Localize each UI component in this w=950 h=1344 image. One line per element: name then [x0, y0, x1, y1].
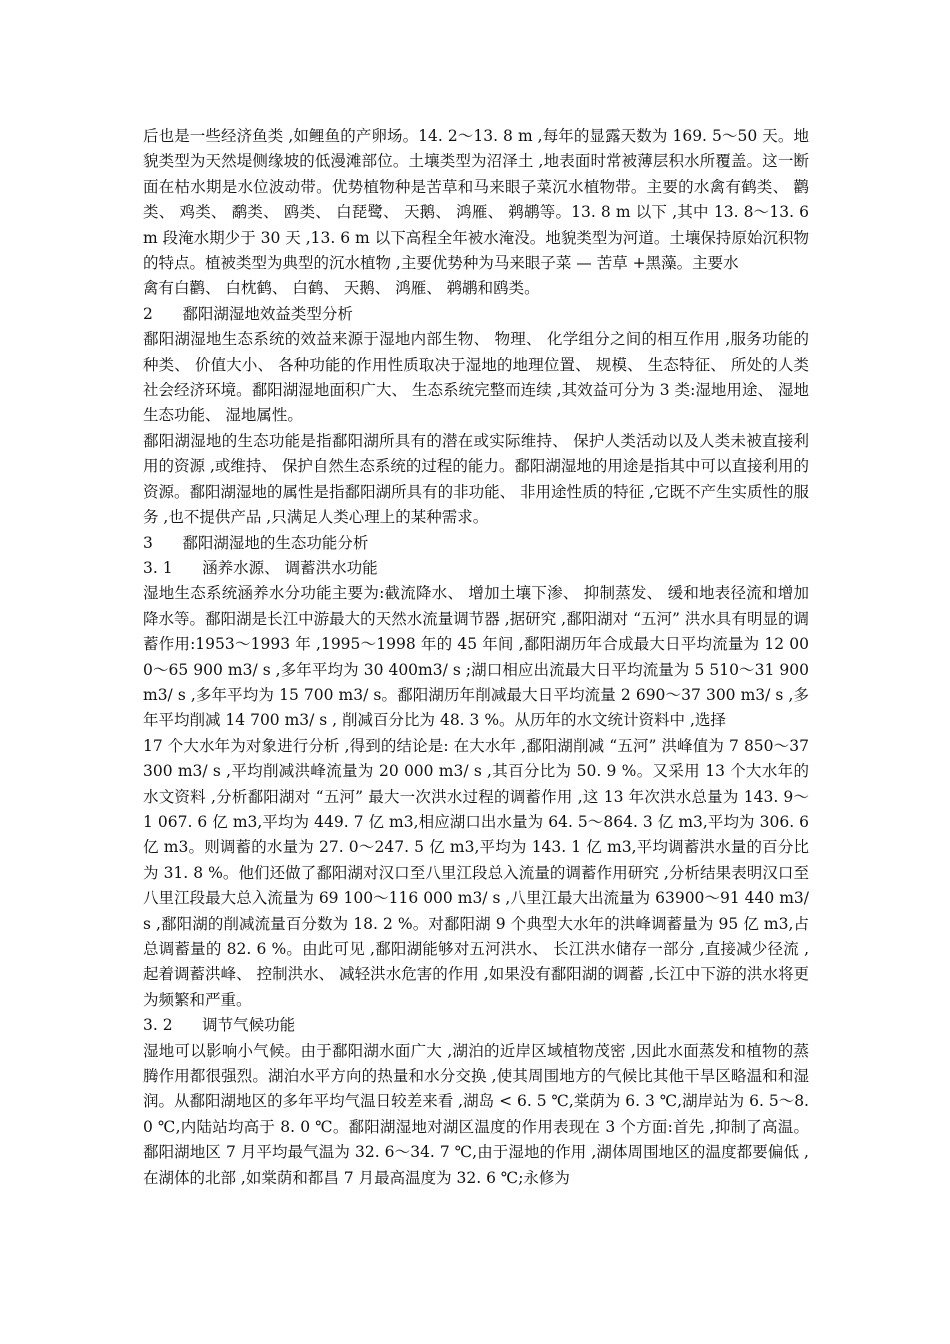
paragraph-waterfowl: 禽有白鹳、 白枕鹤、 白鹤、 天鹅、 鸿雁、 鹈鹕和鸥类。 [143, 279, 540, 298]
section-heading-2: 2 鄱阳湖湿地效益类型分析 [143, 304, 353, 323]
paragraph-benefit-source: 鄱阳湖湿地生态系统的效益来源于湿地内部生物、 物理、 化学组分之间的相互作用 ,服务功能的种类、 价值大小、 各种功能的作用性质取决于湿地的地理位置、 规模、 生态特征、 所处的人类社会经济环境。鄱阳湖湿地面积广大、 生态系统完整而连续 ,其效益可分为 3 类:湿地用途、 湿地生态功能、 湿地属性。 [143, 330, 809, 425]
paragraph-flood-analysis: 17 个大水年为对象进行分析 ,得到的结论是: 在大水年 ,鄱阳湖削减 “五河” 洪峰值为 7 850～37 300 m3/ s ,平均削减洪峰流量为 20 000 m3/ s ,其百分比为 50. 9 %。又采用 13 个大水年的水文资料 ,分析鄱阳湖对 “五河” 最大一次洪水过程的调蓄作用 ,这 13 年次洪水总量为 143. 9～1 067. 6 亿 m3,平均为 449. 7 亿 m3,相应湖口出水量为 64. 5～864. 3 亿 m3,平均为 306. 6 亿 m3。则调蓄的水量为 27. 0～247. 5 亿 m3,平均为 143. 1 亿 m3,平均调蓄洪水量的百分比为 31. 8 %。他们还做了鄱阳湖对汉口至八里江段总入流量的调蓄作用研究 ,分析结果表明汉口至八里江段最大总入流量为 69 100～116 000 m3/ s ,八里江最大出流量为 63900～91 440 m3/ s ,鄱阳湖的削减流量百分数为 18. 2 %。对鄱阳湖 9 个典型大水年的洪峰调蓄量为 95 亿 m3,占总调蓄量的 82. 6 %。由此可见 ,鄱阳湖能够对五河洪水、 长江洪水储存一部分 ,直接减少径流 ,起着调蓄洪峰、 控制洪水、 减轻洪水危害的作用 ,如果没有鄱阳湖的调蓄 ,长江中下游的洪水将更为频繁和严重。 [143, 736, 809, 1009]
document-body [143, 124, 809, 1191]
subsection-heading-3-1: 3. 1 涵养水源、 调蓄洪水功能 [143, 558, 378, 577]
paragraph-flood-regulation: 湿地生态系统涵养水分功能主要为:截流降水、 增加土壤下渗、 抑制蒸发、 缓和地表径流和增加降水等。鄱阳湖是长江中游最大的天然水流量调节器 ,据研究 ,鄱阳湖对 “五河” 洪水具有明显的调蓄作用:1953～1993 年 ,1995～1998 年的 45 年间 ,鄱阳湖历年合成最大日平均流量为 12 000～65 900 m3/ s ,多年平均为 30 400m3/ s ;湖口相应出流最大日平均流量为 5 510～31 900 m3/ s ,多年平均为 15 700 m3/ s。鄱阳湖历年削减最大日平均流量 2 690～37 300 m3/ s ,多年平均削减 14 700 m3/ s , 削减百分比为 48. 3 %。从历年的水文统计资料中 ,选择 [143, 584, 809, 730]
subsection-heading-3-2: 3. 2 调节气候功能 [143, 1016, 296, 1035]
paragraph-landform-vegetation: 后也是一些经济鱼类 ,如鲤鱼的产卵场。14. 2～13. 8 m ,每年的显露天数为 169. 5～50 天。地貌类型为天然堤侧缘坡的低漫滩部位。土壤类型为沼泽土 ,地表面时常被薄层积水所覆盖。这一断面在枯水期是水位波动带。优势植物种是苦草和马来眼子菜沉水植物带。主要的水禽有鹤类、 鹳类、 鸡类、 鹬类、 鸥类、 白琵鹭、 天鹅、 鸿雁、 鹈鹕等。13. 8 m 以下 ,其中 13. 8～13. 6 m 段淹水期少于 30 天 ,13. 6 m 以下高程全年被水淹没。地貌类型为河道。土壤保持原始沉积物的特点。植被类型为典型的沉水植物 ,主要优势种为马来眼子菜 — 苦草 +黑藻。主要水 [143, 127, 809, 273]
section-heading-3: 3 鄱阳湖湿地的生态功能分析 [143, 533, 369, 552]
paragraph-climate-regulation: 湿地可以影响小气候。由于鄱阳湖水面广大 ,湖泊的近岸区域植物茂密 ,因此水面蒸发和植物的蒸腾作用都很强烈。湖泊水平方向的热量和水分交换 ,使其周围地方的气候比其他干旱区略温和和湿润。从鄱阳湖地区的多年平均气温日较差来看 ,湖岛 < 6. 5 ℃,棠荫为 6. 3 ℃,湖岸站为 6. 5～8. 0 ℃,内陆站均高于 8. 0 ℃。鄱阳湖湿地对湖区温度的作用表现在 3 个方面:首先 ,抑制了高温。鄱阳湖地区 7 月平均最气温为 32. 6～34. 7 ℃,由于湿地的作用 ,湖体周围地区的温度都要偏低 ,在湖体的北部 ,如棠荫和都昌 7 月最高温度为 32. 6 ℃;永修为 [143, 1041, 809, 1187]
paragraph-ecological-function: 鄱阳湖湿地的生态功能是指鄱阳湖所具有的潜在或实际维持、 保护人类活动以及人类未被直接利用的资源 ,或维持、 保护自然生态系统的过程的能力。鄱阳湖湿地的用途是指其中可以直接利用的资源。鄱阳湖湿地的属性是指鄱阳湖所具有的非功能、 非用途性质的特征 ,它既不产生实质性的服务 ,也不提供产品 ,只满足人类心理上的某种需求。 [143, 431, 809, 527]
